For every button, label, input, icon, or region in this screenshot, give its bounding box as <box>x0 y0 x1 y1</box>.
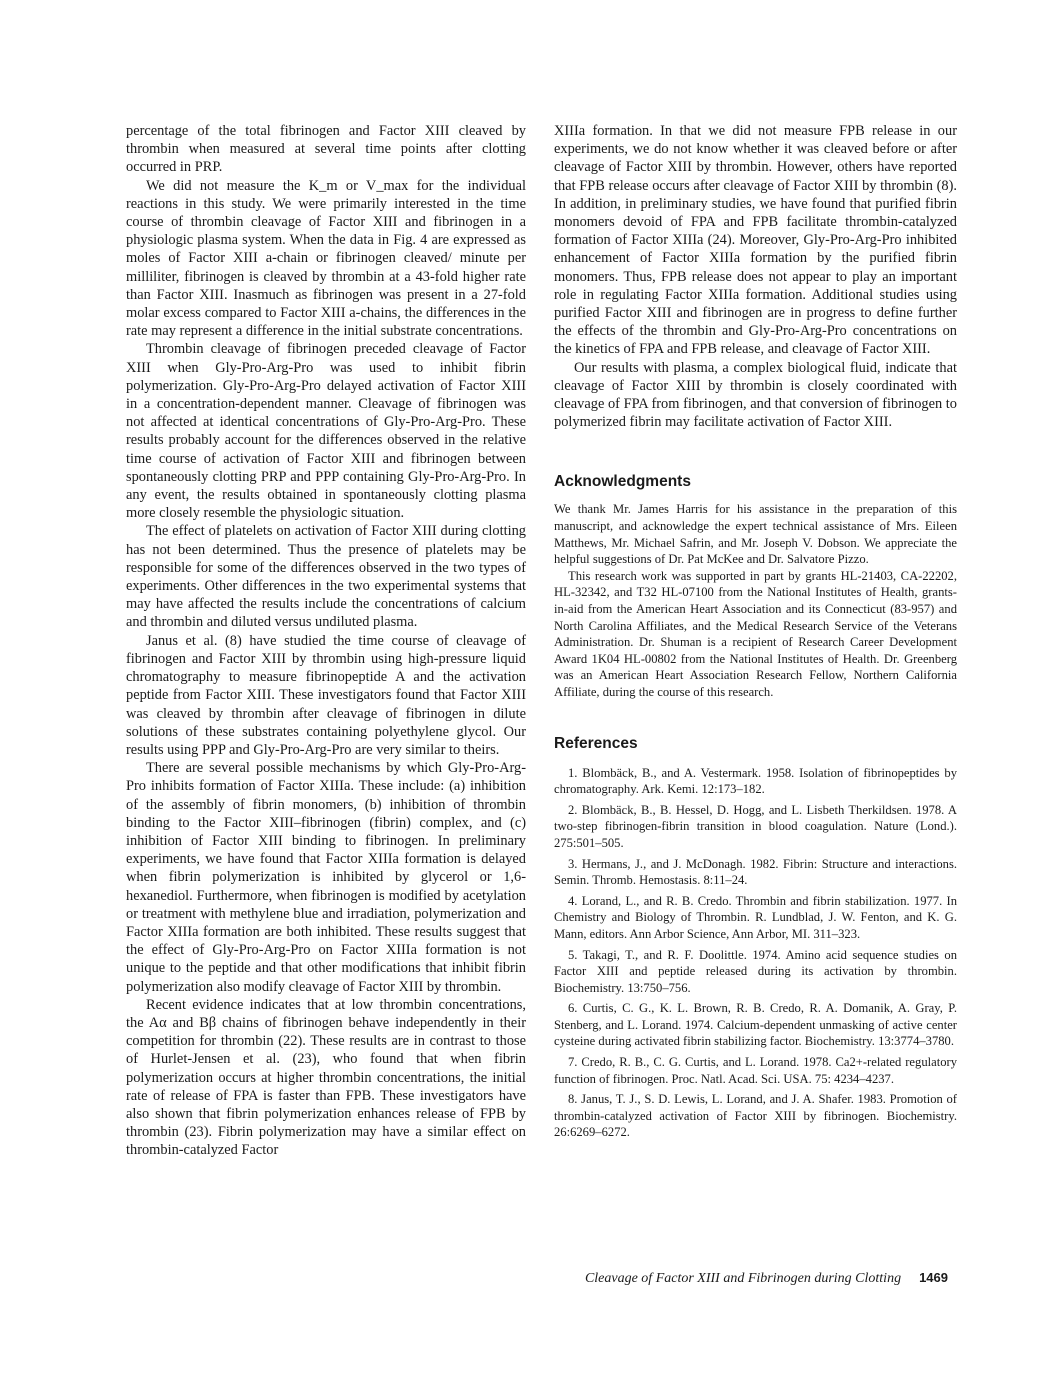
reference-item: 3. Hermans, J., and J. McDonagh. 1982. Fibrin: Structure and interactions. Semin. Thromb. Hemostasis. 8:11–24. <box>554 856 957 888</box>
body-paragraph: The effect of platelets on activation of Factor XIII during clotting has not been determined. Thus the presence of platelets may be responsible for some of the differences observed in the two types of experiments. Other differences in the two experimental systems that may have affected the results include the concentrations of calcium and thrombin and diluted versus undiluted plasma. <box>126 523 526 631</box>
reference-item: 6. Curtis, C. G., K. L. Brown, R. B. Credo, R. A. Domanik, A. Gray, P. Stenberg, and L. Lorand. 1974. Calcium-dependent unmasking of active center cysteine during activated fibrin stabilizing factor. Biochemistry. 13:3774–3780. <box>554 1001 957 1049</box>
body-paragraph: There are several possible mechanisms by which Gly-Pro-Arg-Pro inhibits formation of Factor XIIIa. These include: (a) inhibition of the assembly of fibrin monomers, (b) inhibition of thrombin binding to the Factor XIII–fibrinogen (fibrin) complex, and (c) inhibition of Factor XIII binding to fibrinogen. In preliminary experiments, we have found that Factor XIIIa formation is delayed when fibrin polymerization is inhibited by glycerol or 1,6-hexanediol. Furthermore, when fibrinogen is modified by acetylation or treatment with methylene blue and irradiation, polymerization and Factor XIIIa formation are both inhibited. These results suggest that the effect of Gly-Pro-Arg-Pro on Factor XIIIa formation is not unique to the peptide and that other modifications that inhibit fibrin polymerization also modify cleavage of Factor XIII by thrombin. <box>126 760 526 995</box>
reference-item: 2. Blombäck, B., B. Hessel, D. Hogg, and L. Lisbeth Therkildsen. 1978. A two-step fibrinogen-fibrin transition in blood coagulation. Nature (Lond.). 275:501–505. <box>554 802 957 850</box>
body-paragraph: XIIIa formation. In that we did not measure FPB release in our experiments, we do not know whether it was cleaved before or after cleavage of Factor XIII by thrombin. However, others have reported that FPB release occurs after cleavage of Factor XIII by thrombin (8). In addition, in preliminary studies, we have found that purified fibrin monomers devoid of FPA and FPB facilitate thrombin-catalyzed formation of Factor XIIIa (24). Moreover, Gly-Pro-Arg-Pro inhibited enhancement of Factor XIIIa formation by the purified fibrin monomers. Thus, FPB release does not appear to play an important role in regulating Factor XIIIa formation. Additional studies using purified Factor XIII and fibrinogen are in progress to define further the effects of the thrombin and Gly-Pro-Arg-Pro concentrations on the kinetics of FPA and FPB release, and cleavage of Factor XIII. <box>554 123 957 358</box>
right-column <box>554 122 957 1145</box>
reference-item: 5. Takagi, T., and R. F. Doolittle. 1974. Amino acid sequence studies on Factor XIII and peptide released during its activation by thrombin. Biochemistry. 13:750–756. <box>554 947 957 995</box>
body-paragraph: Our results with plasma, a complex biological fluid, indicate that cleavage of Factor XIII by thrombin is closely coordinated with cleavage of FPA from fibrinogen, and that conversion of fibrinogen to polymerized fibrin may facilitate activation of Factor XIII. <box>554 359 957 431</box>
body-paragraph: Thrombin cleavage of fibrinogen preceded cleavage of Factor XIII when Gly-Pro-Arg-Pro was used to inhibit fibrin polymerization. Gly-Pro-Arg-Pro delayed activation of Factor XIII in a concentration-dependent manner. Cleavage of fibrinogen was not affected at identical concentrations of Gly-Pro-Arg-Pro. These results probably account for the differences observed in the relative time course of activation of Factor XIII and fibrinogen between spontaneously clotting PRP and PPP containing Gly-Pro-Arg-Pro. In any event, the results obtained in spontaneously clotting plasma more closely resemble the physiologic situation. <box>126 341 526 522</box>
reference-item: 7. Credo, R. B., C. G. Curtis, and L. Lorand. 1978. Ca2+-related regulatory function of fibrinogen. Proc. Natl. Acad. Sci. USA. 75: 4234–4237. <box>554 1055 957 1086</box>
references-heading: References <box>554 734 638 752</box>
page-number: 1469 <box>919 1270 948 1285</box>
body-paragraph: Recent evidence indicates that at low thrombin concentrations, the Aα and Bβ chains of fibrinogen behave independently in their competition for thrombin (22). These results are in contrast to those of Hurlet-Jensen et al. (23), who found that when fibrin polymerization occurs at higher thrombin concentrations, the initial rate of release of FPA is faster than FPB. These investigators have also shown that fibrin polymerization enhances release of FPB by thrombin (23). Fibrin polymerization may have a similar effect on thrombin-catalyzed Factor <box>126 996 526 1159</box>
reference-list <box>554 765 957 1141</box>
reference-item: 4. Lorand, L., and R. B. Credo. Thrombin and fibrin stabilization. 1977. In Chemistry and Biology of Thrombin. R. Lundblad, J. W. Fenton, and K. G. Mann, editors. Ann Arbor Science, Ann Arbor, MI. 311–323. <box>554 893 957 941</box>
body-paragraph: We did not measure the K_m or V_max for the individual reactions in this study. We were primarily interested in the time course of thrombin cleavage of Factor XIII and fibrinogen in a physiologic plasma system. When the data in Fig. 4 are expressed as moles of Factor XIII a-chain or fibrinogen cleaved/ minute per milliliter, fibrinogen is cleaved by thrombin at a 43-fold higher rate than Factor XIII. Inasmuch as fibrinogen was present in a 27-fold molar excess compared to Factor XIII a-chains, the differences in the rate may represent a difference in the initial substrate concentrations. <box>126 177 526 340</box>
page-footer <box>585 1270 948 1287</box>
reference-item: 8. Janus, T. J., S. D. Lewis, L. Lorand, and J. A. Shafer. 1983. Promotion of thrombin-catalyzed activation of Factor XIII by fibrinogen. Biochemistry. 26:6269–6272. <box>554 1092 957 1140</box>
reference-item: 1. Blombäck, B., and A. Vestermark. 1958. Isolation of fibrinopeptides by chromatography. Ark. Kemi. 12:173–182. <box>554 765 957 797</box>
left-column <box>126 122 526 1160</box>
acknowledgments-paragraph: This research work was supported in part by grants HL-21403, CA-22202, HL-32342, and T32 HL-07100 from the National Institutes of Health, grants-in-aid from the American Heart Association and its Connecticut (83-957) and North Carolina Affiliates, and the Medical Research Service of the Veterans Administration. Dr. Shuman is a recipient of Research Career Development Award 1K04 HL-00802 from the National Institutes of Health. Dr. Greenberg was an American Heart Association Research Fellow, Northern California Affiliate, during the course of this research. <box>554 568 957 699</box>
body-paragraph: Janus et al. (8) have studied the time course of cleavage of fibrinogen and Factor XIII by thrombin using high-pressure liquid chromatography to measure fibrinopeptide A and the activation peptide from Factor XIII. These investigators found that Factor XIII was cleaved by thrombin after cleavage of fibrinogen in dilute solutions of these substrates containing polyethylene glycol. Our results using PPP and Gly-Pro-Arg-Pro are very similar to theirs. <box>126 632 526 758</box>
acknowledgments-paragraph: We thank Mr. James Harris for his assistance in the preparation of this manuscript, and acknowledge the expert technical assistance of Mrs. Eileen Matthews, Mr. Michael Safrin, and Mr. Joseph V. Dobson. We appreciate the helpful suggestions of Dr. Pat McKee and Dr. Salvatore Pizzo. <box>554 502 957 567</box>
body-paragraph: percentage of the total fibrinogen and Factor XIII cleaved by thrombin when measured at several time points after clotting occurred in PRP. <box>126 123 526 176</box>
acknowledgments-heading: Acknowledgments <box>554 473 691 491</box>
running-title: Cleavage of Factor XIII and Fibrinogen during Clotting <box>584 1271 902 1286</box>
